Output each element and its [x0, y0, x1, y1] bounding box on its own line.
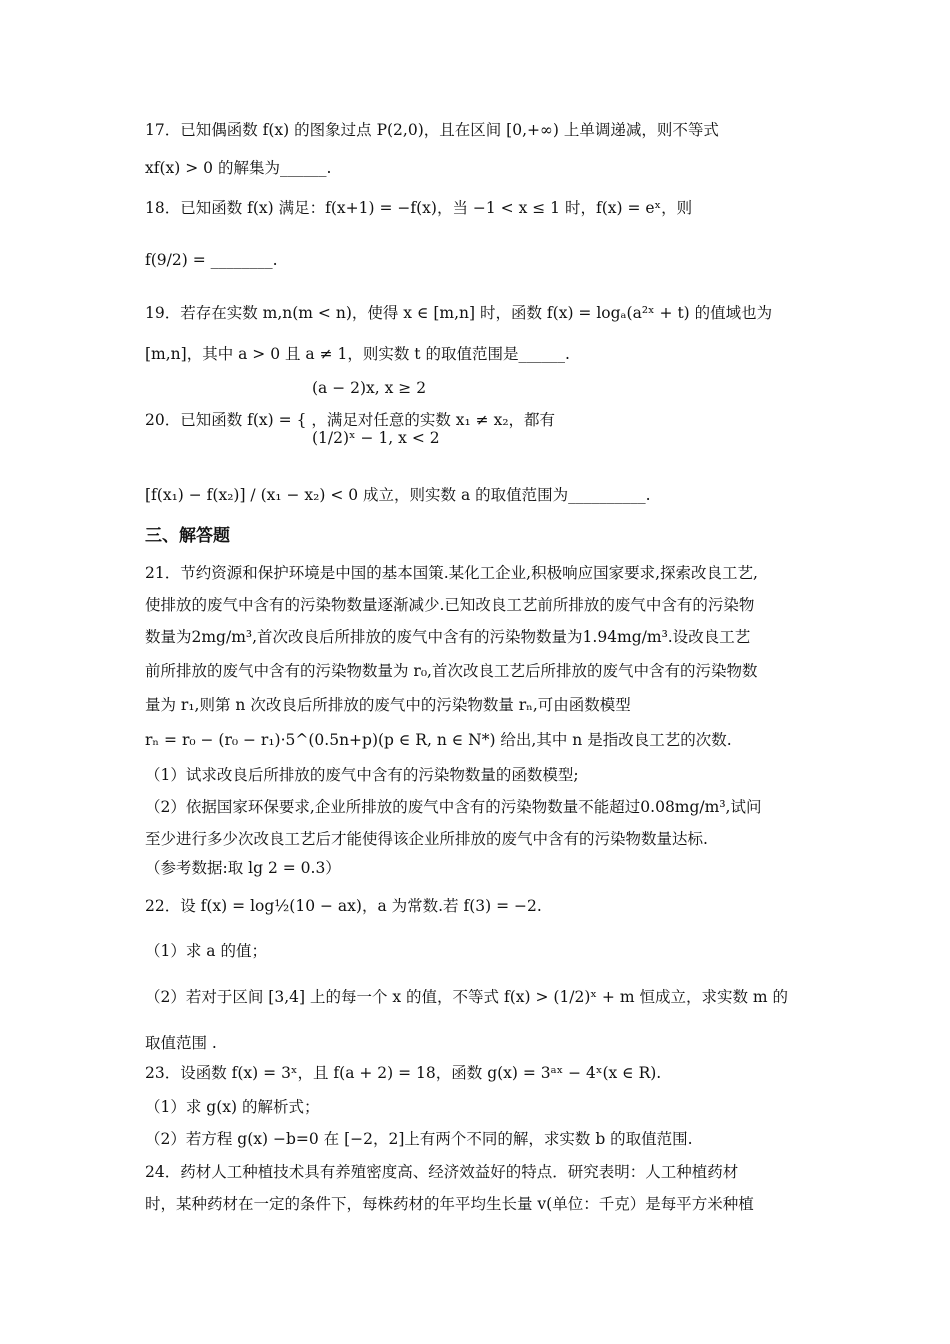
line-q21s1: （1）试求改良后所排放的废气中含有的污染物数量的函数模型; — [145, 766, 579, 784]
line-q21c: 数量为2mg/m³,首次改良后所排放的废气中含有的污染物数量为1.94mg/m³.设改良工艺 — [145, 628, 751, 646]
line-q22s1: （1）求 a 的值； — [145, 942, 267, 960]
line-q20a: 20．已知函数 f(x) = { ，满足对任意的实数 x₁ ≠ x₂，都有 — [145, 411, 556, 429]
line-q20b: [f(x₁) − f(x₂)] / (x₁ − x₂) < 0 成立，则实数 a 的取值范围为__________. — [145, 486, 651, 504]
line-q18a: 18．已知函数 f(x) 满足：f(x+1) = −f(x)，当 −1 < x ≤ 1 时，f(x) = eˣ，则 — [145, 199, 693, 217]
line-q21a: 21．节约资源和保护环境是中国的基本国策.某化工企业,积极响应国家要求,探索改良工艺, — [145, 564, 758, 582]
line-q22s2b: 取值范围 . — [145, 1034, 217, 1052]
line-q21e: 量为 r₁,则第 n 次改良后所排放的废气中的污染物数量 rₙ,可由函数模型 — [145, 696, 631, 714]
line-q22: 22．设 f(x) = log½(10 − ax)，a 为常数.若 f(3) = −2. — [145, 897, 542, 915]
line-q23s1: （1）求 g(x) 的解析式； — [145, 1098, 320, 1116]
line-q21f: rₙ = r₀ − (r₀ − r₁)·5^(0.5n+p)(p ∈ R, n ∈ N*) 给出,其中 n 是指改良工艺的次数. — [145, 731, 732, 749]
line-q24b: 时，某种药材在一定的条件下，每株药材的年平均生长量 v(单位：千克）是每平方米种植 — [145, 1195, 754, 1213]
line-q21b: 使排放的废气中含有的污染物数量逐渐减少.已知改良工艺前所排放的废气中含有的污染物 — [145, 596, 755, 614]
line-q22s2a: （2）若对于区间 [3,4] 上的每一个 x 的值，不等式 f(x) > (1/2)ˣ + m 恒成立，求实数 m 的 — [145, 988, 789, 1006]
line-q24a: 24．药材人工种植技术具有养殖密度高、经济效益好的特点．研究表明：人工种植药材 — [145, 1163, 739, 1181]
line-q21s2a: （2）依据国家环保要求,企业所排放的废气中含有的污染物数量不能超过0.08mg/m³,试问 — [145, 798, 762, 816]
line-q17b: xf(x) > 0 的解集为______. — [145, 159, 332, 177]
line-q23: 23．设函数 f(x) = 3ˣ，且 f(a + 2) = 18，函数 g(x) = 3ᵃˣ − 4ˣ(x ∈ R). — [145, 1064, 662, 1082]
line-q18b: f(9/2) = ________. — [145, 251, 278, 269]
line-q20-piece2: (1/2)ˣ − 1, x < 2 — [312, 429, 440, 447]
line-q21ref: （参考数据:取 lg 2 = 0.3） — [145, 859, 341, 877]
line-q21s2b: 至少进行多少次改良工艺后才能使得该企业所排放的废气中含有的污染物数量达标. — [145, 830, 708, 848]
line-q17a: 17．已知偶函数 f(x) 的图象过点 P(2,0)，且在区间 [0,+∞) 上单调递减，则不等式 — [145, 121, 719, 139]
line-q19a: 19．若存在实数 m,n(m < n)，使得 x ∈ [m,n] 时，函数 f(x) = logₐ(a²ˣ + t) 的值域也为 — [145, 304, 773, 322]
line-q20-piece1: (a − 2)x, x ≥ 2 — [312, 379, 427, 397]
line-q21d: 前所排放的废气中含有的污染物数量为 r₀,首次改良工艺后所排放的废气中含有的污染物数 — [145, 662, 758, 680]
section-heading: 三、解答题 — [145, 526, 230, 546]
line-q19b: [m,n]，其中 a > 0 且 a ≠ 1，则实数 t 的取值范围是______. — [145, 345, 570, 363]
line-q23s2: （2）若方程 g(x) −b=0 在 [−2，2]上有两个不同的解，求实数 b 的取值范围. — [145, 1130, 693, 1148]
